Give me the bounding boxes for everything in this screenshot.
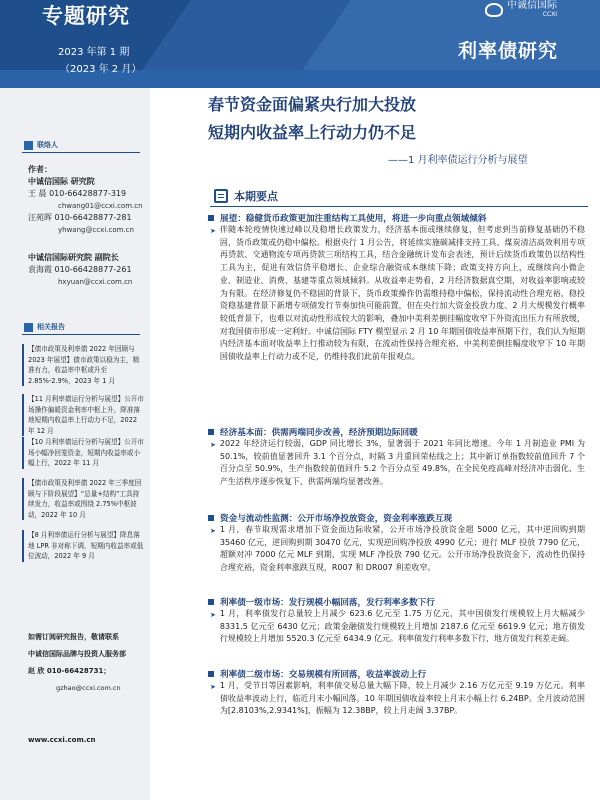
- section-divider: [22, 152, 140, 153]
- bullet-square-icon: [208, 429, 214, 435]
- author-phone: 袁海霞 010-66428877-261: [28, 265, 132, 274]
- section-paragraph: ➤ 1 月，利率债发行总量较上月减少 623.6 亿元至 1.75 万亿元，其中国债发行规模较上月大幅减少 8331.5 亿元至 6430 亿元；政策金融债发行规模较上月增加 2187.6 亿元至 6619.9 亿元；地方债发行规模较上月增加 5520.3 亿元至 6434.9 亿元。利率债发行利率多数下行，地方债发行利差走阔。: [210, 608, 585, 646]
- logo-subtext: CCXI: [542, 11, 557, 18]
- author-email: yhwang@ccxi.com.cn: [58, 226, 134, 234]
- author-block: [28, 252, 148, 288]
- section-paragraph: ➤ 1 月，受节日等因素影响，利率债交易总量大幅下降，较上月减少 2.16 万亿元至 9.19 万亿元。利率债收益率波动上行，临近月末小幅回落，10 年期国债收益率较上月末小幅上行 6.24BP。全月波动范围为[2.8103%,2.9341%]，振幅为 12.38BP，较上月走阔 3.37BP。: [210, 680, 585, 718]
- related-report-item[interactable]: 【10 月利率债运行分析与展望】公开市场小幅净回笼资金，短期内收益率或小幅上行，2022 年 11 月: [22, 437, 144, 469]
- contact-email[interactable]: gzhao@ccxi.com.cn: [56, 684, 121, 692]
- document-icon: [214, 189, 228, 203]
- report-type: 利率债研究: [458, 40, 559, 62]
- author-phone: 汪苑晖 010-66428877-281: [28, 213, 132, 222]
- related-section-header: [24, 322, 65, 332]
- section-heading: 资金与流动性监测：公开市场净投放资金，资金利率涨跌互现: [208, 512, 452, 524]
- bullet-square-icon: [208, 599, 214, 605]
- section-paragraph: ➤ 2022 年经济运行较弱，GDP 同比增长 3%，显著弱于 2021 年同比增速。今年 1 月制造业 PMI 为 50.1%，较前值显著回升 3.1 个百分点，时隔 3 月重回荣枯线之上；其中新订单指数较前值回升 7 个百分点至 50.9%，生产指数较前值回升 5.2 个百分点至 49.8%，在全民免疫高峰对经济冲击弱化、生产生活秩序逐步恢复下，供需两端均显著改善。: [210, 438, 585, 489]
- report-title-line2: 短期内收益率上行动力仍不足: [208, 123, 417, 142]
- summary-label: 本期要点: [234, 190, 278, 203]
- related-section-label: 相关报告: [37, 323, 65, 331]
- bullet-square-icon: [208, 671, 214, 677]
- contact-section-label: 联络人: [37, 141, 58, 149]
- logo-text: 中诚信国际: [507, 0, 557, 11]
- team-name: 中诚信国际研究院 副院长: [28, 253, 119, 262]
- report-title-line1: 春节资金面偏紧央行加大投放: [208, 95, 417, 114]
- logo-icon: [485, 3, 503, 17]
- author-label: 作者：: [28, 165, 52, 174]
- report-header-band: [0, 0, 600, 88]
- section-square-icon: [24, 141, 33, 150]
- summary-divider: [210, 206, 588, 207]
- section-square-icon: [24, 323, 33, 332]
- section-heading: 利率债二级市场：交易规模有所回落，收益率波动上行: [208, 668, 426, 680]
- arrow-right-icon: ➤: [210, 683, 216, 691]
- arrow-right-icon: ➤: [210, 227, 216, 235]
- arrow-right-icon: ➤: [210, 441, 216, 449]
- author-email: chwang01@ccxi.com.cn: [58, 202, 143, 210]
- issue-number: 2023 年第 1 期: [58, 47, 130, 58]
- arrow-right-icon: ➤: [210, 527, 216, 535]
- section-heading: 展望：稳健货币政策更加注重结构工具使用，将进一步向重点领域倾斜: [208, 212, 486, 224]
- related-report-item[interactable]: 【债市政策及利率债 2022 年回顾与 2023 年展望】债市政策以稳为主，精准有力，收益率中枢或升至 2.85%-2.9%，2023 年 1 月: [22, 344, 144, 386]
- bullet-square-icon: [208, 515, 214, 521]
- summary-header: [214, 188, 278, 204]
- related-report-item[interactable]: 【11 月利率债运行分析与展望】公开市场操作偏暖资金利率中枢上升，降准落地短期内收益率上行动力不足，2022 年 12 月: [22, 394, 144, 436]
- section-paragraph: ➤ 伴随本轮疫情快速过峰以及稳增长政策发力，经济基本面或继续修复，但考虑到当前修复基础仍不稳固，货币政策或仍稳中偏松。根据央行 1 月公告，将延续实施碳减排支持工具、煤炭清洁高效利用专项再贷款、交通物流专项再贷款三项结构工具，结合金融统计发布会表述，预计后续货币政策仍以结构性工具为主，促进有效信贷平稳增长、企业综合融资成本继续下降；政策支持方向上，或继续向小微企业、制造业、消费、基建等重点领域倾斜。从收益率走势看，2 月经济数据真空期，对收益率影响或较为有限。在经济修复仍不稳固的背景下，货币政策操作仍需维持稳中偏松，保持流动性合理充裕，稳投资稳基建背景下新增专项债发行节奏加快可能前置，但在央行加大资金投放力度、2 月大规模发行概率较低背景下，也难以对流动性形成较大的影响，叠加中美利差倒挂幅度收窄下外资流出压力有所放缓，对我国债市形成一定利好。中诚信国际 FTY 模型显示 2 月 10 年期国债收益率预期下行，我们认为短期内经济基本面对收益率上行推动较为有限，在流动性保持合理充裕、中美利差倒挂幅度收窄下 10 年期国债收益率上行动力或不足，仍维持我们此前年报观点。: [210, 224, 585, 364]
- contact-section-header: [24, 140, 58, 150]
- section-divider: [22, 334, 140, 335]
- author-phone: 王 晨 010-66428877-319: [28, 189, 127, 198]
- section-heading: 利率债一级市场：发行规模小幅回落，发行利率多数下行: [208, 596, 435, 608]
- report-subtitle: ——1 月利率债运行分析与展望: [388, 155, 528, 166]
- issue-date: （2023 年 2 月）: [60, 64, 142, 75]
- related-report-item[interactable]: 【债市政策及利率债 2022 年三季度回顾与下阶段展望】“总量+结构”工具持续发力，收益率或围绕 2.75%中枢波动，2022 年 10 月: [22, 478, 144, 520]
- contact-note: 如需订阅研究报告，敬请联系: [28, 633, 119, 641]
- contact-person: 赵 欣 010-66428731；: [28, 667, 111, 675]
- bullet-square-icon: [208, 215, 214, 221]
- arrow-right-icon: ➤: [210, 611, 216, 619]
- section-heading: 经济基本面：供需两端同步改善，经济预期边际回暖: [208, 426, 418, 438]
- author-email: hxyuan@ccxi.com.cn: [58, 278, 133, 286]
- website-link[interactable]: www.ccxi.com.cn: [28, 736, 96, 744]
- section-paragraph: ➤ 1 月，春节取现需求增加下资金面边际收紧，公开市场净投放资金超 5000 亿元，其中逆回购到期 35460 亿元，逆回购到期 30470 亿元，实现逆回购净投放 4990 亿元；进行 MLF 投放 7790 亿元，超额对冲 7000 亿元 MLF 到期，实现 MLF 净投放 790 亿元。公开市场净投放资金下，流动性仍保持合理充裕，资金利率涨跌互现，R007 和 DR007 利差收窄。: [210, 524, 585, 575]
- contact-org: 中诚信国际品牌与投资人服务部: [28, 650, 126, 658]
- subscription-contact: [28, 632, 126, 694]
- author-block: [28, 164, 148, 236]
- team-name: 中诚信国际 研究院: [28, 177, 95, 186]
- series-title: 专题研究: [42, 4, 130, 28]
- related-report-item[interactable]: 【8 月利率债运行分析与展望】降息落地 LPR 非对称下调，短期内收益率或低位波动，2022 年 9 月: [22, 530, 144, 562]
- company-logo: [485, 1, 557, 18]
